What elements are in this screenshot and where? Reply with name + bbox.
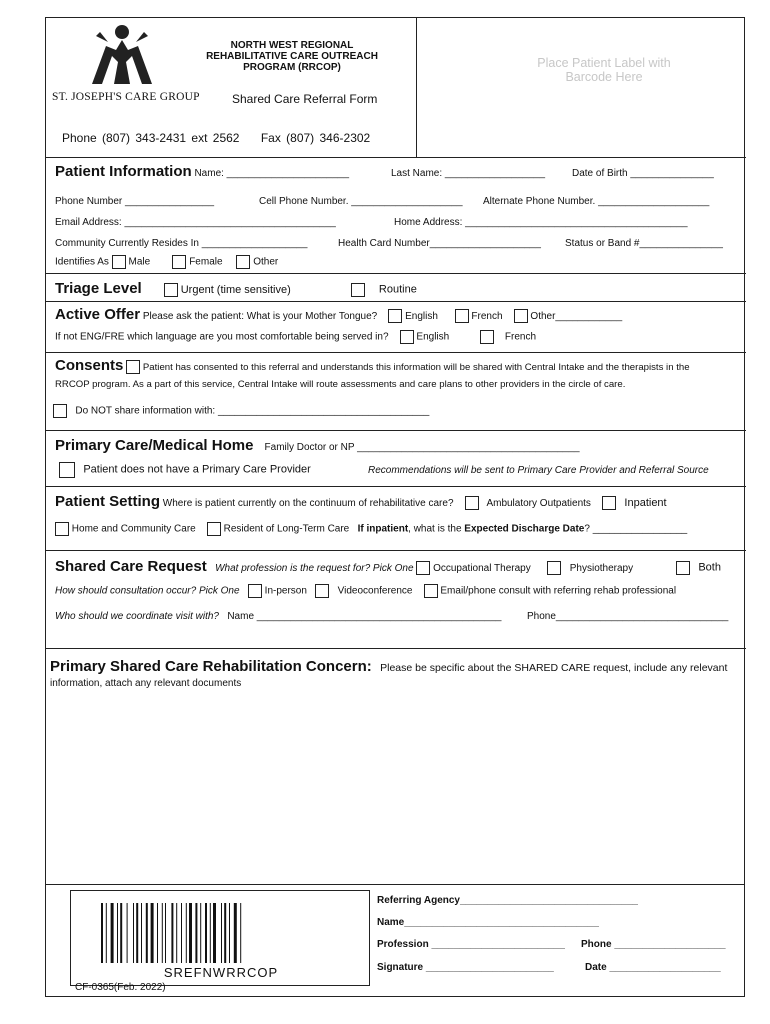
english-preferred-label: English: [416, 331, 450, 343]
patient-setting-heading: Patient Setting: [55, 493, 161, 510]
patient-label-line-1: Place Patient Label with: [537, 56, 671, 70]
long-term-care-label: Resident of Long-Term Care: [223, 523, 350, 535]
discharge-date-field[interactable]: ? _________________: [584, 523, 688, 535]
barcode-bar: [181, 903, 182, 963]
english-checkbox[interactable]: [388, 309, 402, 323]
st-josephs-logo: [78, 22, 166, 90]
barcode-bar: [205, 903, 207, 963]
no-provider-label: Patient does not have a Primary Care Provider: [83, 463, 311, 476]
active-offer-row-2: [55, 330, 536, 344]
form-header: [46, 18, 746, 158]
rehabilitation-concern-section[interactable]: [46, 649, 746, 885]
urgent-checkbox[interactable]: [164, 283, 178, 297]
in-person-label: In-person: [264, 585, 307, 597]
triage-row: [55, 280, 291, 297]
barcode-bar: [186, 903, 187, 963]
male-label: Male: [128, 256, 151, 268]
identifies-as-row: [55, 255, 278, 269]
active-offer-section: [46, 302, 746, 353]
barcode-bar: [195, 903, 197, 963]
first-name-field[interactable]: Name: ______________________: [194, 168, 350, 179]
physiotherapy-label: Physiotherapy: [569, 563, 634, 574]
referrer-date-field[interactable]: Date ____________________: [585, 962, 721, 973]
program-name: [206, 40, 378, 73]
primary-care-heading: Primary Care/Medical Home: [55, 437, 254, 454]
english-preferred-checkbox[interactable]: [400, 330, 414, 344]
referrer-profession-field[interactable]: Profession ________________________: [377, 939, 565, 950]
barcode-bar: [221, 903, 222, 963]
email-address-field[interactable]: Email Address: ______________________________________: [55, 217, 336, 228]
program-line-3: PROGRAM (RRCOP): [243, 62, 341, 73]
both-option: [676, 561, 721, 575]
consents-heading: Consents: [55, 357, 124, 374]
preferred-language-question: If not ENG/FRE which language are you most comfortable being served in?: [55, 331, 389, 343]
female-label: Female: [189, 256, 223, 268]
patient-label-line-2: Barcode Here: [565, 70, 643, 84]
coordinate-name-field[interactable]: Name ____________________________________________: [227, 611, 502, 622]
active-offer-heading: Active Offer: [55, 306, 141, 323]
barcode-bar: [111, 903, 114, 963]
french-checkbox[interactable]: [455, 309, 469, 323]
other-gender-checkbox[interactable]: [236, 255, 250, 269]
videoconference-label: Videoconference: [337, 585, 413, 597]
cell-phone-field[interactable]: Cell Phone Number. ____________________: [259, 196, 463, 207]
header-org-block: [46, 18, 417, 157]
date-of-birth-field[interactable]: Date of Birth _______________: [572, 168, 714, 179]
barcode-bar: [101, 903, 103, 963]
phone-number: Phone (807) 343-2431 ext 2562: [62, 131, 240, 145]
barcode-bar: [234, 903, 237, 963]
triage-section: [46, 274, 746, 302]
home-community-checkbox[interactable]: [55, 522, 69, 536]
consent-text-line-2: RRCOP program. As a part of this service, Central Intake will route assessments and care plans to other providers in the circle of care.: [55, 379, 626, 390]
barcode-bar: [176, 903, 177, 963]
barcode-bar: [224, 903, 226, 963]
consents-row-1: [55, 357, 690, 374]
do-not-share-checkbox[interactable]: [53, 404, 67, 418]
barcode-bar: [171, 903, 173, 963]
barcode-bar: [133, 903, 134, 963]
community-field[interactable]: Community Currently Resides In ___________________: [55, 238, 308, 249]
in-person-checkbox[interactable]: [248, 584, 262, 598]
other-gender-label: Other: [253, 256, 279, 268]
alternate-phone-field[interactable]: Alternate Phone Number. ____________________: [483, 196, 710, 207]
barcode-bar: [141, 903, 142, 963]
french-preferred-checkbox[interactable]: [480, 330, 494, 344]
patient-information-heading: Patient Information: [55, 163, 192, 180]
triage-heading: Triage Level: [55, 280, 142, 297]
barcode-bar: [127, 903, 128, 963]
female-checkbox[interactable]: [172, 255, 186, 269]
concern-row-1: [50, 658, 727, 675]
barcode-bar: [229, 903, 230, 963]
recommendations-note: Recommendations will be sent to Primary Care Provider and Referral Source: [368, 465, 709, 476]
org-name: ST. JOSEPH'S CARE GROUP: [52, 91, 200, 103]
concern-heading: Primary Shared Care Rehabilitation Concern:: [50, 658, 372, 675]
patient-label-area: [494, 56, 714, 84]
program-line-2: REHABILITATIVE CARE OUTREACH: [206, 51, 378, 62]
health-card-field[interactable]: Health Card Number____________________: [338, 238, 541, 249]
continuum-question: Where is patient currently on the continuum of rehabilitative care?: [162, 498, 454, 509]
referrer-name-field[interactable]: Name___________________________________: [377, 917, 599, 928]
patient-setting-row-1: [55, 493, 667, 510]
routine-option: [351, 283, 417, 297]
physiotherapy-checkbox[interactable]: [547, 561, 561, 575]
referral-form: [45, 17, 745, 885]
barcode-bar: [240, 903, 241, 963]
patient-setting-row-2: [55, 522, 687, 536]
no-provider-row: [59, 462, 311, 478]
barcode-bar: [189, 903, 192, 963]
ambulatory-checkbox[interactable]: [465, 496, 479, 510]
videoconference-checkbox[interactable]: [315, 584, 329, 598]
home-community-label: Home and Community Care: [71, 523, 196, 535]
routine-checkbox[interactable]: [351, 283, 365, 297]
barcode-bar: [200, 903, 201, 963]
english-label: English: [405, 311, 438, 322]
barcode-bar: [162, 903, 163, 963]
consent-checkbox[interactable]: [126, 360, 140, 374]
barcode-box: [70, 890, 370, 986]
last-name-field[interactable]: Last Name: __________________: [391, 168, 546, 179]
primary-care-section: [46, 431, 746, 487]
email-phone-consult-checkbox[interactable]: [424, 584, 438, 598]
patient-information-section: [46, 158, 746, 274]
shared-care-heading: Shared Care Request: [55, 558, 207, 575]
other-language-field[interactable]: Other____________: [530, 311, 623, 322]
form-title: Shared Care Referral Form: [232, 92, 378, 106]
home-address-field[interactable]: Home Address: ________________________________________: [394, 217, 688, 228]
concern-instructions-line-2: information, attach any relevant documents: [50, 678, 242, 689]
barcode-bar: [213, 903, 216, 963]
barcode-bar: [120, 903, 122, 963]
both-checkbox[interactable]: [676, 561, 690, 575]
primary-care-row-1: [55, 437, 580, 454]
consents-section: [46, 353, 746, 431]
shared-care-row-1: [55, 558, 633, 575]
what-is-label: , what is the: [408, 523, 465, 535]
barcode-bar: [106, 903, 107, 963]
fax-number: Fax (807) 346-2302: [260, 131, 371, 145]
french-label: French: [471, 311, 503, 322]
identifies-as-label: Identifies As: [55, 256, 109, 268]
urgent-label: Urgent (time sensitive): [180, 284, 291, 296]
phone-number-field[interactable]: Phone Number ________________: [55, 196, 215, 207]
discharge-date-label: Expected Discharge Date: [464, 523, 585, 535]
referring-agency-field[interactable]: Referring Agency________________________________: [377, 895, 638, 906]
ambulatory-label: Ambulatory Outpatients: [486, 498, 591, 509]
barcode-bar: [210, 903, 211, 963]
do-not-share-row: [53, 404, 429, 418]
coordinate-question: Who should we coordinate visit with?: [55, 611, 219, 622]
shared-care-row-3: [55, 611, 502, 622]
concern-instructions-line-1: Please be specific about the SHARED CARE request, include any relevant: [380, 662, 728, 674]
profession-question: What profession is the request for? Pick One: [215, 563, 414, 574]
inpatient-label: Inpatient: [624, 497, 667, 509]
both-label: Both: [698, 561, 721, 574]
referrer-phone-field[interactable]: Phone ____________________: [581, 939, 726, 950]
form-code: CF-0365(Feb. 2022): [75, 982, 166, 993]
shared-care-request-section: [46, 551, 746, 649]
consent-text-line-1: Patient has consented to this referral and understands this information will be shared with Central Intake and the therapists in the: [142, 362, 690, 373]
occupational-therapy-checkbox[interactable]: [416, 561, 430, 575]
french-preferred-label: French: [504, 331, 537, 343]
patient-info-row-1: [55, 163, 349, 180]
barcode-bar: [146, 903, 148, 963]
barcode: [101, 903, 341, 963]
other-language-checkbox[interactable]: [514, 309, 528, 323]
long-term-care-checkbox[interactable]: [207, 522, 221, 536]
no-provider-checkbox[interactable]: [59, 462, 75, 478]
consultation-question: How should consultation occur? Pick One: [55, 585, 240, 597]
program-line-1: NORTH WEST REGIONAL: [230, 40, 354, 51]
male-checkbox[interactable]: [112, 255, 126, 269]
do-not-share-field[interactable]: Do NOT share information with: ______________________________________: [75, 405, 430, 417]
barcode-bar: [117, 903, 118, 963]
family-doctor-field[interactable]: Family Doctor or NP ________________________________________: [264, 442, 580, 453]
status-band-field[interactable]: Status or Band #_______________: [565, 238, 723, 249]
active-offer-row-1: [55, 306, 622, 323]
barcode-bar: [165, 903, 166, 963]
occupational-therapy-label: Occupational Therapy: [433, 563, 531, 574]
if-inpatient-label: If inpatient: [357, 523, 409, 535]
email-phone-consult-label: Email/phone consult with referring rehab professional: [440, 585, 677, 597]
contact-info: [62, 131, 370, 145]
shared-care-row-2: [55, 584, 676, 598]
barcode-bar: [157, 903, 158, 963]
referrer-signature-field[interactable]: Signature _______________________: [377, 962, 554, 973]
barcode-bar: [136, 903, 138, 963]
inpatient-checkbox[interactable]: [602, 496, 616, 510]
patient-setting-section: [46, 487, 746, 551]
routine-label: Routine: [378, 283, 417, 296]
coordinate-phone-field[interactable]: Phone_______________________________: [527, 611, 729, 622]
mother-tongue-prompt: Please ask the patient: What is your Mother Tongue?: [142, 311, 378, 322]
barcode-bar: [151, 903, 154, 963]
barcode-text: SREFNWRRCOP: [163, 965, 279, 980]
